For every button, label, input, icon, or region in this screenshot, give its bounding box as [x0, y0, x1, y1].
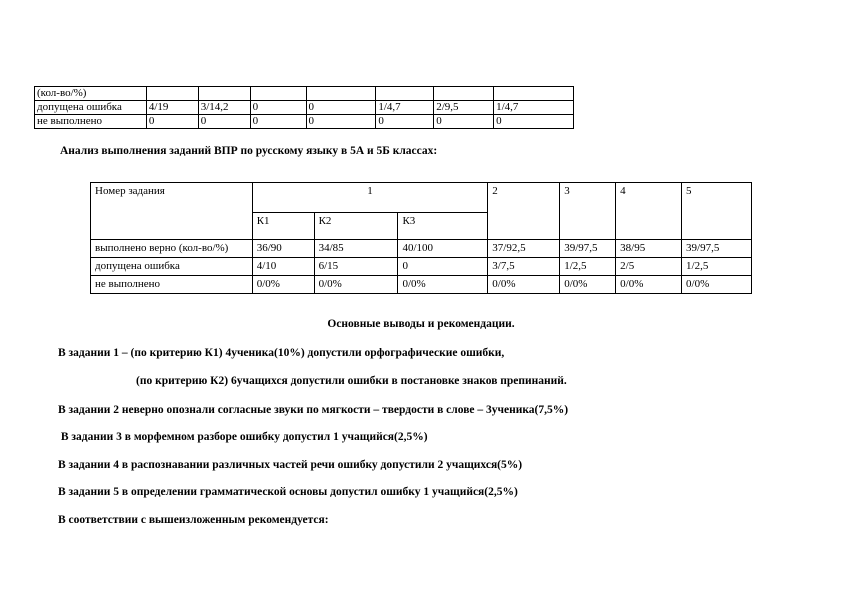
table-cell: 0/0% — [488, 276, 560, 294]
row-label: допущена ошибка — [91, 258, 253, 276]
table-row — [35, 101, 574, 115]
table-cell — [198, 87, 250, 101]
table-row — [91, 240, 752, 258]
table-row — [91, 258, 752, 276]
table-cell: 0 — [398, 258, 488, 276]
table-cell — [250, 87, 306, 101]
table-cell: 0/0% — [252, 276, 314, 294]
table-cell: 6/15 — [314, 258, 398, 276]
table-cell: 0/0% — [560, 276, 616, 294]
table-cell: 1/2,5 — [560, 258, 616, 276]
table-cell: допущена ошибка — [35, 101, 147, 115]
table-cell: 39/97,5 — [682, 240, 752, 258]
table-cell: 0 — [306, 101, 376, 115]
task-3-header: 3 — [560, 183, 616, 240]
table-cell: 4/10 — [252, 258, 314, 276]
table-cell — [146, 87, 198, 101]
table-cell — [494, 87, 574, 101]
table-cell: 3/14,2 — [198, 101, 250, 115]
table-cell: 1/2,5 — [682, 258, 752, 276]
paragraph-task-3: В задании 3 в морфемном разборе ошибку допустил 1 учащийся(2,5%) — [58, 431, 428, 443]
table-cell: 0/0% — [314, 276, 398, 294]
table-row — [91, 276, 752, 294]
task-1-header: 1 — [252, 183, 488, 213]
task-4-header: 4 — [616, 183, 682, 240]
table-cell: 39/97,5 — [560, 240, 616, 258]
table-cell: 0 — [146, 115, 198, 129]
paragraph-task-2: В задании 2 неверно опознали согласные звуки по мягкости – твердости в слове – 3ученика(7,5%) — [58, 404, 569, 416]
table-cell: 36/90 — [252, 240, 314, 258]
table-cell: 4/19 — [146, 101, 198, 115]
row-label: выполнено верно (кол-во/%) — [91, 240, 253, 258]
table-cell: 0 — [250, 101, 306, 115]
criterion-k1-header: К1 — [252, 212, 314, 239]
table-cell: 2/9,5 — [434, 101, 494, 115]
table-cell: 0 — [376, 115, 434, 129]
task-5-header: 5 — [682, 183, 752, 240]
table-cell: 34/85 — [314, 240, 398, 258]
row-label: не выполнено — [91, 276, 253, 294]
task-2-header: 2 — [488, 183, 560, 240]
table-header-row — [91, 183, 752, 213]
table-cell — [306, 87, 376, 101]
table-cell: 1/4,7 — [494, 101, 574, 115]
table-cell: 0 — [434, 115, 494, 129]
paragraph-task-1-k1: В задании 1 – (по критерию К1) 4ученика(10%) допустили орфографические ошибки, — [58, 347, 505, 359]
table-cell: 3/7,5 — [488, 258, 560, 276]
table-cell: 0 — [198, 115, 250, 129]
table-cell: 38/95 — [616, 240, 682, 258]
table-cell: 40/100 — [398, 240, 488, 258]
table-cell: 0/0% — [682, 276, 752, 294]
table-cell: 0 — [494, 115, 574, 129]
paragraph-recommendations: В соответствии с вышеизложенным рекомендуется: — [58, 514, 329, 526]
paragraph-task-4: В задании 4 в распознавании различных частей речи ошибку допустили 2 учащихся(5%) — [58, 459, 523, 471]
paragraph-task-1-k2: (по критерию К2) 6учащихся допустили ошибки в постановке знаков препинаний. — [136, 375, 567, 387]
analysis-heading: Анализ выполнения заданий ВПР по русскому языку в 5А и 5Б классах: — [60, 145, 438, 157]
table-cell — [434, 87, 494, 101]
table-cell: 2/5 — [616, 258, 682, 276]
table-row — [35, 87, 574, 101]
table-cell: 1/4,7 — [376, 101, 434, 115]
table-cell: 0/0% — [398, 276, 488, 294]
table-cell: (кол-во/%) — [35, 87, 147, 101]
top-results-table — [34, 86, 574, 129]
paragraph-task-5: В задании 5 в определении грамматической основы допустил ошибку 1 учащийся(2,5%) — [58, 486, 518, 498]
table-cell: 0/0% — [616, 276, 682, 294]
criterion-k3-header: К3 — [398, 212, 488, 239]
table-row — [35, 115, 574, 129]
table-cell: не выполнено — [35, 115, 147, 129]
table-cell: 0 — [250, 115, 306, 129]
vpr-results-table — [90, 182, 752, 294]
conclusions-title: Основные выводы и рекомендации. — [327, 318, 515, 330]
task-number-label: Номер задания — [91, 183, 253, 240]
table-cell — [376, 87, 434, 101]
criterion-k2-header: К2 — [314, 212, 398, 239]
table-cell: 37/92,5 — [488, 240, 560, 258]
table-cell: 0 — [306, 115, 376, 129]
